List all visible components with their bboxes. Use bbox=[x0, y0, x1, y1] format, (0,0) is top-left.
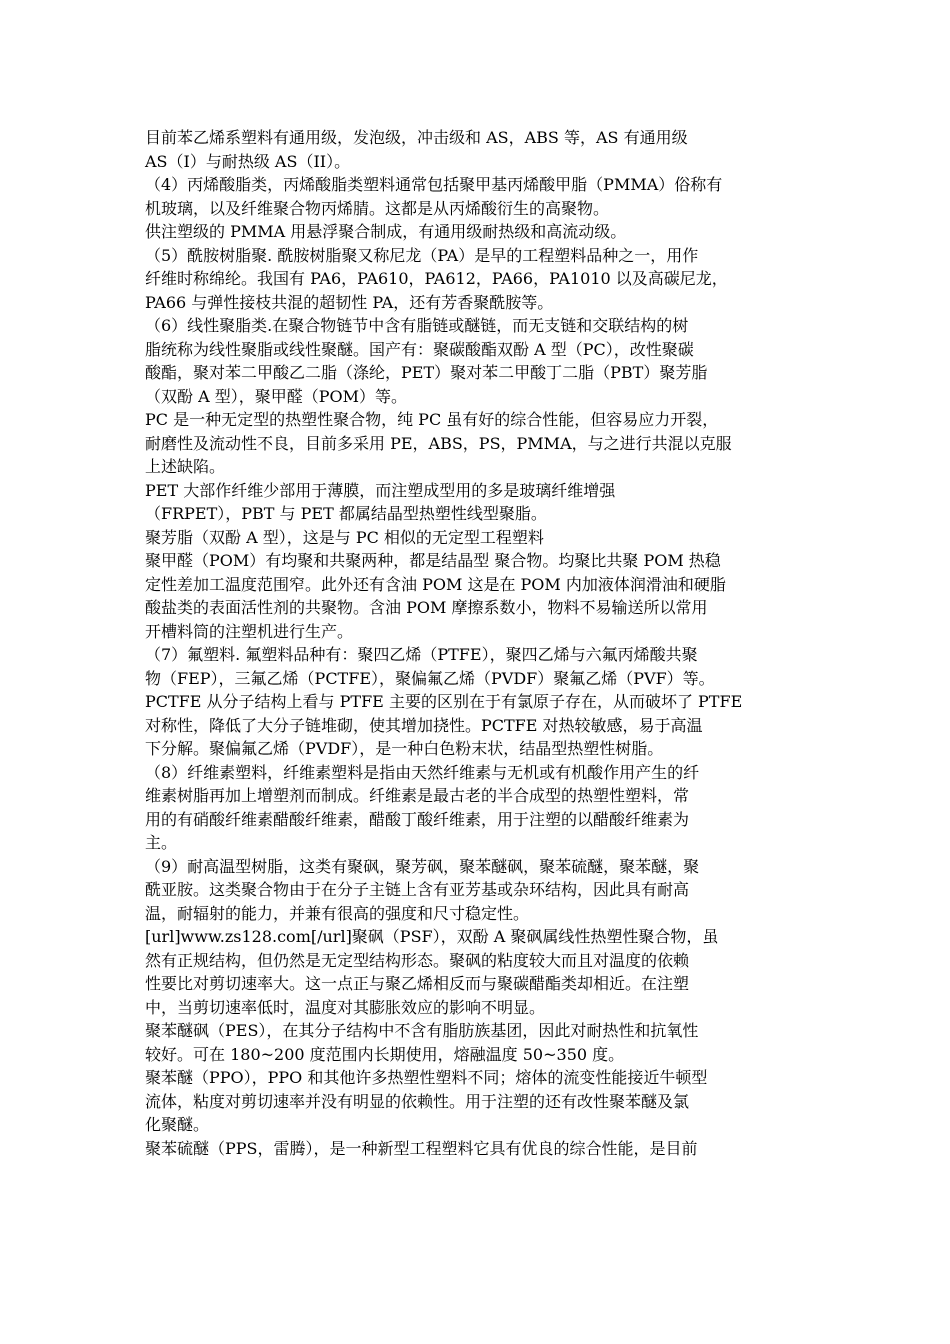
text-line: 流体，粘度对剪切速率并没有明显的依赖性。用于注塑的还有改性聚苯醚及氯 bbox=[145, 1091, 690, 1111]
text-line: 脂统称为线性聚脂或线性聚醚。国产有：聚碳酸酯双酚 A 型（PC），改性聚碳 bbox=[145, 339, 694, 359]
text-line: 聚苯醚砜（PES），在其分子结构中不含有脂肪族基团，因此对耐热性和抗氧性 bbox=[145, 1021, 699, 1040]
text-line: 酸酯，聚对苯二甲酸乙二脂（涤纶，PET）聚对苯二甲酸丁二脂（PBT）聚芳脂 bbox=[145, 363, 708, 382]
text-line: 酸盐类的表面活性剂的共聚物。含油 POM 摩擦系数小，物料不易输送所以常用 bbox=[145, 598, 708, 617]
text-line: PET 大部作纤维少部用于薄膜，而注塑成型用的多是玻璃纤维增强 bbox=[145, 480, 616, 500]
text-line: （7）氟塑料. 氟塑料品种有：聚四乙烯（PTFE），聚四乙烯与六氟丙烯酸共聚 bbox=[145, 645, 698, 664]
text-line: PC 是一种无定型的热塑性聚合物，纯 PC 虽有好的综合性能，但容易应力开裂， bbox=[145, 410, 719, 429]
text-line: （双酚 A 型），聚甲醛（POM）等。 bbox=[145, 386, 407, 406]
text-line: [url]www.zs128.com[/url]聚砜（PSF），双酚 A 聚砜属线性热塑性聚合物，虽 bbox=[145, 927, 719, 946]
text-line: 然有正规结构，但仍然是无定型结构形态。聚砜的粘度较大而且对温度的依赖 bbox=[145, 950, 690, 970]
text-line: 耐磨性及流动性不良，目前多采用 PE，ABS，PS，PMMA，与之进行共混以克服 bbox=[145, 433, 732, 453]
body-text bbox=[145, 126, 810, 1160]
text-line: 供注塑级的 PMMA 用悬浮聚合制成，有通用级耐热级和高流动级。 bbox=[145, 222, 627, 241]
text-line: （FRPET），PBT 与 PET 都属结晶型热塑性线型聚脂。 bbox=[145, 504, 547, 523]
text-line: （6）线性聚脂类.在聚合物链节中含有脂链或醚链，而无支链和交联结构的树 bbox=[145, 316, 689, 335]
text-line: 用的有硝酸纤维素醋酸纤维素，醋酸丁酸纤维素，用于注塑的以醋酸纤维素为 bbox=[145, 809, 690, 829]
text-line: 性要比对剪切速率大。这一点正与聚乙烯相反而与聚碳醋酯类却相近。在注塑 bbox=[145, 974, 690, 993]
text-line: AS（I）与耐热级 AS（II）。 bbox=[145, 151, 351, 171]
text-line: （9）耐高温型树脂，这类有聚砜，聚芳砜，聚苯醚砜，聚苯硫醚，聚苯醚，聚 bbox=[145, 856, 700, 876]
text-line: 主。 bbox=[145, 833, 178, 852]
text-line: 聚苯硫醚（PPS，雷腾），是一种新型工程塑料它具有优良的综合性能，是目前 bbox=[145, 1138, 698, 1158]
text-line: 定性差加工温度范围窄。此外还有含油 POM 这是在 POM 内加液体润滑油和硬脂 bbox=[145, 574, 726, 594]
text-line: （8）纤维素塑料，纤维素塑料是指由天然纤维素与无机或有机酸作用产生的纤 bbox=[145, 762, 700, 782]
text-line: 维素树脂再加上增塑剂而制成。纤维素是最古老的半合成型的热塑性塑料，常 bbox=[145, 786, 690, 805]
text-line: 化聚醚。 bbox=[145, 1115, 210, 1134]
text-line: 目前苯乙烯系塑料有通用级，发泡级，冲击级和 AS，ABS 等，AS 有通用级 bbox=[145, 128, 688, 147]
text-line: 开槽料筒的注塑机进行生产。 bbox=[145, 621, 354, 641]
text-line: 对称性，降低了大分子链堆砌，使其增加挠性。PCTFE 对热较敏感，易于高温 bbox=[145, 715, 703, 735]
text-line: 上述缺陷。 bbox=[145, 457, 226, 476]
text-line: 较好。可在 180~200 度范围内长期使用，熔融温度 50~350 度。 bbox=[145, 1044, 625, 1064]
text-line: PCTFE 从分子结构上看与 PTFE 主要的区别在于有氯原子存在，从而破坏了 PTFE bbox=[145, 692, 743, 711]
text-line: 聚芳脂（双酚 A 型），这是与 PC 相似的无定型工程塑料 bbox=[145, 527, 544, 547]
text-line: （5）酰胺树脂聚. 酰胺树脂聚又称尼龙（PA）是早的工程塑料品种之一，用作 bbox=[145, 245, 699, 265]
text-line: 物（FEP），三氟乙烯（PCTFE），聚偏氟乙烯（PVDF）聚氟乙烯（PVF）等。 bbox=[145, 668, 715, 688]
text-line: 聚甲醛（POM）有均聚和共聚两种，都是结晶型 聚合物。均聚比共聚 POM 热稳 bbox=[145, 551, 721, 570]
text-line: 温，耐辐射的能力，并兼有很高的强度和尺寸稳定性。 bbox=[145, 903, 530, 923]
text-line: PA66 与弹性接枝共混的超韧性 PA，还有芳香聚酰胺等。 bbox=[145, 292, 554, 312]
text-line: 中，当剪切速率低时，温度对其膨胀效应的影响不明显。 bbox=[145, 997, 546, 1017]
text-line: 下分解。聚偏氟乙烯（PVDF），是一种白色粉末状，结晶型热塑性树脂。 bbox=[145, 739, 664, 758]
text-line: 聚苯醚（PPO），PPO 和其他许多热塑性塑料不同；熔体的流变性能接近牛顿型 bbox=[145, 1068, 708, 1087]
text-line: 纤维时称绵纶。我国有 PA6，PA610，PA612，PA66，PA1010 以及高碳尼龙， bbox=[145, 269, 728, 288]
text-line: 机玻璃，以及纤维聚合物丙烯腈。这都是从丙烯酸衍生的高聚物。 bbox=[145, 198, 610, 218]
text-line: 酰亚胺。这类聚合物由于在分子主链上含有亚芳基或杂环结构，因此具有耐高 bbox=[145, 880, 690, 899]
text-line: （4）丙烯酸脂类，丙烯酸脂类塑料通常包括聚甲基丙烯酸甲脂（PMMA）俗称有 bbox=[145, 175, 723, 194]
